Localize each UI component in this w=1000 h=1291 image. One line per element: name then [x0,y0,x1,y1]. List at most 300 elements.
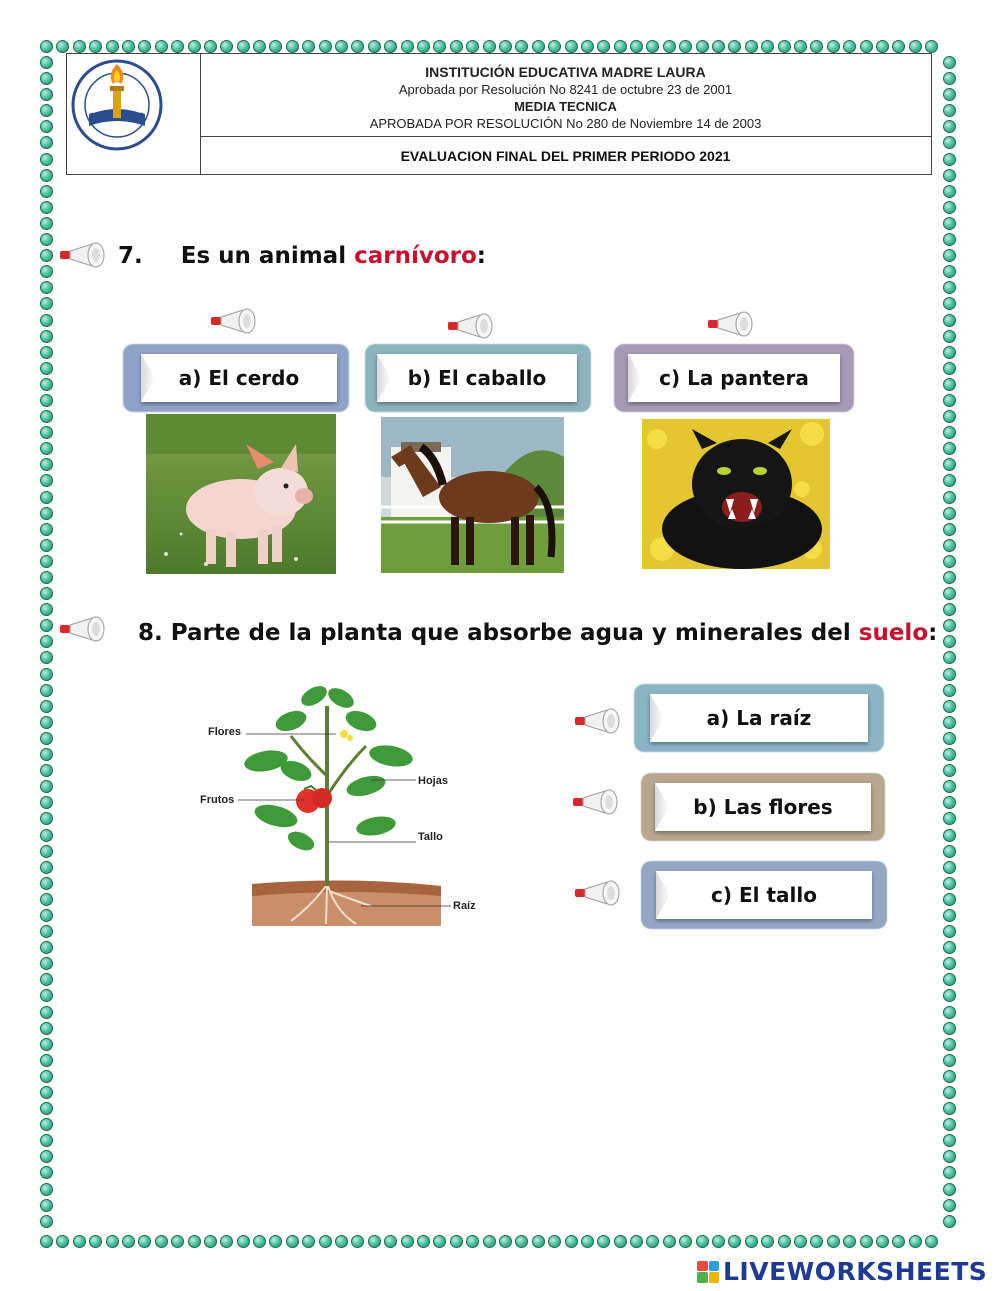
header-info [200,54,931,137]
globe-border-icon [286,1235,299,1248]
globe-border-icon [943,603,956,616]
globe-border-icon [40,941,53,954]
globe-border-icon [40,185,53,198]
globe-border-icon [630,1235,643,1248]
globe-border-icon [40,603,53,616]
globe-border-icon [40,394,53,407]
globe-border-icon [40,362,53,375]
globe-border-icon [40,523,53,536]
globe-border-icon [204,40,217,53]
globe-border-icon [843,40,856,53]
globe-border-icon [106,1235,119,1248]
globe-border-icon [843,1235,856,1248]
globe-border-icon [943,748,956,761]
globe-border-icon [646,1235,659,1248]
globe-border-icon [943,265,956,278]
globe-border-icon [943,1038,956,1051]
question-8 [138,620,937,646]
label-flores: Flores [208,726,242,738]
globe-border-icon [943,378,956,391]
label-tallo: Tallo [418,831,443,843]
globe-border-icon [40,973,53,986]
globe-border-icon [155,1235,168,1248]
globe-border-icon [155,40,168,53]
globe-border-icon [943,619,956,632]
globe-border-icon [40,72,53,85]
globe-border-icon [40,1215,53,1228]
globe-border-icon [40,1235,53,1248]
globe-border-icon [40,877,53,890]
globe-border-icon [565,40,578,53]
label-raiz: Raíz [453,900,476,912]
globe-border-icon [40,893,53,906]
globe-border-icon [40,748,53,761]
globe-border-icon [466,1235,479,1248]
globe-border-icon [728,40,741,53]
globe-border-icon [943,394,956,407]
globe-border-icon [40,716,53,729]
globe-border-icon [40,587,53,600]
globe-border-icon [892,1235,905,1248]
globe-border-icon [827,1235,840,1248]
globe-border-icon [728,1235,741,1248]
globe-border-icon [40,1166,53,1179]
globe-border-icon [401,1235,414,1248]
globe-border-icon [548,1235,561,1248]
globe-border-icon [943,330,956,343]
globe-border-icon [943,845,956,858]
globe-border-icon [40,539,53,552]
globe-border-icon [433,1235,446,1248]
globe-border-icon [943,169,956,182]
globe-border-icon [40,925,53,938]
globe-border-icon [565,1235,578,1248]
globe-border-icon [40,635,53,648]
resolution-2: APROBADA POR RESOLUCIÓN No 280 de Noviembre 14 de 2003 [369,116,762,131]
speaker-icon[interactable] [58,616,106,642]
globe-border-icon [302,1235,315,1248]
globe-border-icon [40,1054,53,1067]
question-7-colon: : [476,243,486,269]
globe-border-icon [876,40,889,53]
globe-border-icon [943,410,956,423]
globe-border-icon [56,1235,69,1248]
globe-border-icon [943,458,956,471]
globe-border-icon [384,40,397,53]
globe-border-icon [943,957,956,970]
globe-border-icon [943,877,956,890]
globe-border-icon [40,989,53,1002]
globe-border-icon [943,442,956,455]
globe-border-icon [73,40,86,53]
globe-border-icon [40,1006,53,1019]
globe-border-icon [40,426,53,439]
globe-border-icon [253,40,266,53]
globe-border-icon [417,1235,430,1248]
globe-border-icon [40,812,53,825]
globe-border-icon [581,40,594,53]
globe-border-icon [794,1235,807,1248]
horse-photo [381,417,564,573]
globe-border-icon [188,1235,201,1248]
globe-border-icon [40,1086,53,1099]
globe-border-icon [483,40,496,53]
globe-border-icon [483,1235,496,1248]
globe-border-icon [810,1235,823,1248]
globe-border-icon [384,1235,397,1248]
globe-border-icon [943,1150,956,1163]
question-8-highlight: suelo [858,620,929,646]
globe-border-icon [943,249,956,262]
globe-border-icon [663,1235,676,1248]
globe-border-icon [253,1235,266,1248]
globe-border-icon [943,587,956,600]
globe-border-icon [40,668,53,681]
globe-border-icon [237,1235,250,1248]
globe-border-icon [892,40,905,53]
globe-border-icon [943,651,956,664]
globe-border-icon [40,458,53,471]
globe-border-icon [204,1235,217,1248]
globe-border-icon [597,1235,610,1248]
globe-border-icon [335,1235,348,1248]
globe-border-icon [122,40,135,53]
label-hojas: Hojas [418,775,448,787]
globe-border-icon [597,40,610,53]
question-7-number: 7. [118,243,143,269]
globe-border-icon [943,362,956,375]
speaker-icon[interactable] [58,242,106,268]
option-a-button[interactable] [141,354,337,402]
watermark [697,1257,987,1286]
globe-border-icon [40,314,53,327]
globe-border-icon [943,56,956,69]
option-b-button[interactable] [655,783,871,831]
globe-border-icon [40,281,53,294]
globe-border-icon [778,1235,791,1248]
globe-border-icon [943,989,956,1002]
globe-border-icon [943,1102,956,1115]
globe-border-icon [943,780,956,793]
globe-border-icon [943,973,956,986]
globe-border-icon [40,136,53,149]
globe-border-icon [943,1118,956,1131]
globe-border-icon [943,909,956,922]
globe-border-icon [646,40,659,53]
globe-border-icon [188,40,201,53]
logo-cell [67,54,201,174]
globe-border-icon [351,40,364,53]
globe-border-icon [943,88,956,101]
globe-border-icon [319,1235,332,1248]
globe-border-icon [73,1235,86,1248]
globe-border-icon [220,1235,233,1248]
option-c-button[interactable] [628,354,840,402]
globe-border-icon [761,40,774,53]
label-frutos: Frutos [200,794,235,806]
option-b-button[interactable] [377,354,577,402]
globe-border-icon [943,684,956,697]
globe-border-icon [40,684,53,697]
globe-border-icon [909,1235,922,1248]
globe-border-icon [286,40,299,53]
globe-border-icon [40,410,53,423]
question-8-number: 8. [138,620,163,646]
globe-border-icon [943,1070,956,1083]
border-left [40,56,53,1231]
globe-border-icon [943,1215,956,1228]
speaker-icon[interactable] [571,789,619,815]
option-c-label: c) El tallo [711,883,817,907]
globe-border-icon [40,249,53,262]
globe-border-icon [943,507,956,520]
pig-photo [146,414,336,574]
globe-border-icon [943,812,956,825]
globe-border-icon [40,1118,53,1131]
option-a-label: a) La raíz [706,706,812,730]
globe-border-icon [40,1199,53,1212]
globe-border-icon [745,40,758,53]
globe-border-icon [40,474,53,487]
globe-border-icon [40,796,53,809]
globe-border-icon [40,217,53,230]
globe-border-icon [614,1235,627,1248]
globe-border-icon [943,571,956,584]
globe-border-icon [40,40,53,53]
globe-border-icon [943,1054,956,1067]
globe-border-icon [943,732,956,745]
globe-border-icon [302,40,315,53]
globe-border-icon [40,909,53,922]
globe-border-icon [943,1086,956,1099]
globe-border-icon [269,40,282,53]
globe-border-icon [943,72,956,85]
option-b-label: b) El caballo [407,366,547,390]
globe-border-icon [351,1235,364,1248]
globe-border-icon [40,56,53,69]
globe-border-icon [335,40,348,53]
globe-border-icon [40,1150,53,1163]
speaker-icon[interactable] [573,880,621,906]
globe-border-icon [943,217,956,230]
globe-border-icon [40,104,53,117]
globe-border-icon [40,169,53,182]
globe-border-icon [499,1235,512,1248]
globe-border-icon [810,40,823,53]
globe-border-icon [943,700,956,713]
globe-border-icon [515,40,528,53]
globe-border-icon [56,40,69,53]
globe-border-icon [925,40,938,53]
globe-border-icon [943,491,956,504]
globe-border-icon [40,845,53,858]
globe-border-icon [401,40,414,53]
institution-seal-icon [67,54,200,174]
globe-border-icon [433,40,446,53]
question-7 [118,243,486,269]
globe-border-icon [417,40,430,53]
globe-border-icon [630,40,643,53]
globe-border-icon [943,668,956,681]
globe-border-icon [614,40,627,53]
globe-border-icon [943,539,956,552]
globe-border-icon [679,1235,692,1248]
globe-border-icon [40,120,53,133]
globe-border-icon [943,716,956,729]
media-tecnica: MEDIA TECNICA [514,99,617,114]
globe-border-icon [943,1134,956,1147]
globe-border-icon [943,153,956,166]
globe-border-icon [40,651,53,664]
globe-border-icon [943,136,956,149]
globe-border-icon [860,40,873,53]
globe-border-icon [40,201,53,214]
border-bottom [40,1235,941,1248]
globe-border-icon [40,1183,53,1196]
option-c-button[interactable] [656,871,872,919]
border-right [943,56,956,1231]
institution-name: INSTITUCIÓN EDUCATIVA MADRE LAURA [425,64,706,80]
globe-border-icon [138,40,151,53]
globe-border-icon [943,474,956,487]
globe-border-icon [943,1006,956,1019]
globe-border-icon [943,925,956,938]
globe-border-icon [40,88,53,101]
question-8-colon: : [928,620,938,646]
globe-border-icon [943,297,956,310]
globe-border-icon [943,426,956,439]
globe-border-icon [40,265,53,278]
speaker-icon[interactable] [209,308,257,334]
globe-border-icon [943,201,956,214]
liveworksheets-logo-icon [697,1261,719,1283]
globe-border-icon [40,1134,53,1147]
globe-border-icon [171,40,184,53]
globe-border-icon [89,1235,102,1248]
globe-border-icon [712,40,725,53]
globe-border-icon [40,861,53,874]
plant-diagram [196,676,496,931]
globe-border-icon [663,40,676,53]
globe-border-icon [40,571,53,584]
globe-border-icon [925,1235,938,1248]
globe-border-icon [943,104,956,117]
globe-border-icon [712,1235,725,1248]
globe-border-icon [943,796,956,809]
globe-border-icon [943,346,956,359]
globe-border-icon [40,957,53,970]
globe-border-icon [106,40,119,53]
globe-border-icon [943,233,956,246]
globe-border-icon [943,764,956,777]
question-7-text: Es un animal [180,243,355,269]
globe-border-icon [943,1199,956,1212]
globe-border-icon [319,40,332,53]
globe-border-icon [40,700,53,713]
globe-border-icon [450,40,463,53]
header-table [66,53,932,175]
globe-border-icon [40,1070,53,1083]
globe-border-icon [696,1235,709,1248]
option-c-label: c) La pantera [659,366,809,390]
globe-border-icon [499,40,512,53]
globe-border-icon [943,893,956,906]
globe-border-icon [40,619,53,632]
globe-border-icon [943,829,956,842]
globe-border-icon [860,1235,873,1248]
option-b-label: b) Las flores [693,795,833,819]
globe-border-icon [40,780,53,793]
globe-border-icon [943,120,956,133]
globe-border-icon [40,346,53,359]
globe-border-icon [40,442,53,455]
globe-border-icon [745,1235,758,1248]
globe-border-icon [40,1102,53,1115]
globe-border-icon [40,732,53,745]
option-a-button[interactable] [650,694,868,742]
question-8-text: Parte de la planta que absorbe agua y minerales del [170,620,859,646]
globe-border-icon [696,40,709,53]
exam-title: EVALUACION FINAL DEL PRIMER PERIODO 2021 [400,148,731,164]
speaker-icon[interactable] [573,708,621,734]
globe-border-icon [548,40,561,53]
globe-border-icon [138,1235,151,1248]
globe-border-icon [40,764,53,777]
globe-border-icon [943,185,956,198]
globe-border-icon [679,40,692,53]
globe-border-icon [40,378,53,391]
globe-border-icon [943,635,956,648]
resolution-1: Aprobada por Resolución No 8241 de octubre 23 de 2001 [398,82,733,97]
globe-border-icon [943,1022,956,1035]
globe-border-icon [466,40,479,53]
globe-border-icon [40,555,53,568]
globe-border-icon [450,1235,463,1248]
border-top [40,40,941,53]
globe-border-icon [40,297,53,310]
globe-border-icon [778,40,791,53]
globe-border-icon [40,1022,53,1035]
globe-border-icon [943,941,956,954]
globe-border-icon [269,1235,282,1248]
globe-border-icon [368,40,381,53]
globe-border-icon [89,40,102,53]
question-7-highlight: carnívoro [354,243,477,269]
globe-border-icon [943,281,956,294]
speaker-icon[interactable] [446,313,494,339]
globe-border-icon [943,523,956,536]
globe-border-icon [943,555,956,568]
globe-border-icon [40,491,53,504]
globe-border-icon [794,40,807,53]
globe-border-icon [40,330,53,343]
globe-border-icon [237,40,250,53]
watermark-text: LIVEWORKSHEETS [723,1257,988,1286]
globe-border-icon [40,1038,53,1051]
globe-border-icon [532,1235,545,1248]
globe-border-icon [761,1235,774,1248]
globe-border-icon [943,861,956,874]
globe-border-icon [122,1235,135,1248]
speaker-icon[interactable] [706,311,754,337]
globe-border-icon [368,1235,381,1248]
globe-border-icon [909,40,922,53]
globe-border-icon [943,1166,956,1179]
globe-border-icon [40,233,53,246]
globe-border-icon [581,1235,594,1248]
globe-border-icon [827,40,840,53]
globe-border-icon [220,40,233,53]
